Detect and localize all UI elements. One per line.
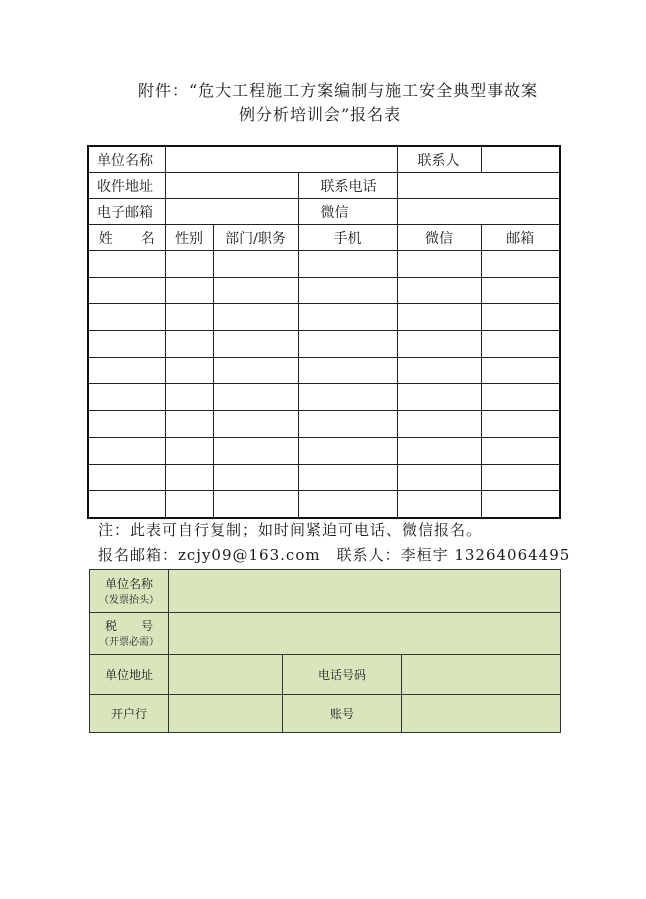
- unit-name-field[interactable]: [165, 146, 397, 173]
- mobile-cell[interactable]: [298, 437, 397, 464]
- invoice-unit-name-label: [90, 570, 169, 613]
- table-row: [88, 304, 560, 331]
- column-header-gender: 性别: [165, 225, 213, 251]
- tax-id-label: [90, 613, 169, 655]
- table-row: [88, 384, 560, 411]
- gender-cell[interactable]: [165, 304, 213, 331]
- column-header-mobile: 手机: [298, 225, 397, 251]
- gender-cell[interactable]: [165, 331, 213, 358]
- email-field[interactable]: [165, 199, 298, 225]
- contact-phone-field[interactable]: [397, 173, 560, 199]
- department-cell[interactable]: [213, 437, 298, 464]
- department-cell[interactable]: [213, 304, 298, 331]
- gender-cell[interactable]: [165, 464, 213, 491]
- invoice-unit-name-field[interactable]: [169, 570, 561, 613]
- invoice-table: [89, 569, 561, 733]
- column-header-wechat: 微信: [397, 225, 481, 251]
- mobile-cell[interactable]: [298, 357, 397, 384]
- wechat-label: 微信: [298, 199, 397, 225]
- note-copy-instructions: 注：此表可自行复制；如时间紧迫可电话、微信报名。: [98, 521, 483, 539]
- email-cell[interactable]: [481, 251, 560, 278]
- mailing-address-field[interactable]: [165, 173, 298, 199]
- phone-number-label: 电话号码: [283, 655, 402, 695]
- name-cell[interactable]: [88, 277, 165, 304]
- gender-cell[interactable]: [165, 411, 213, 438]
- table-row: [88, 491, 560, 518]
- name-cell[interactable]: [88, 251, 165, 278]
- contact-person-label: 联系人: [397, 146, 481, 173]
- email-cell[interactable]: [481, 304, 560, 331]
- gender-cell[interactable]: [165, 491, 213, 518]
- mobile-cell[interactable]: [298, 384, 397, 411]
- department-cell[interactable]: [213, 411, 298, 438]
- mobile-cell[interactable]: [298, 331, 397, 358]
- table-row: [88, 464, 560, 491]
- department-cell[interactable]: [213, 464, 298, 491]
- unit-address-label: 单位地址: [90, 655, 169, 695]
- wechat-cell[interactable]: [397, 464, 481, 491]
- contact-phone-label: 联系电话: [298, 173, 397, 199]
- department-cell[interactable]: [213, 357, 298, 384]
- mobile-cell[interactable]: [298, 464, 397, 491]
- contact-person-field[interactable]: [481, 146, 560, 173]
- email-label: 电子邮箱: [88, 199, 165, 225]
- email-cell[interactable]: [481, 331, 560, 358]
- email-cell[interactable]: [481, 277, 560, 304]
- tax-id-hint: （开票必需）: [99, 637, 159, 648]
- department-cell[interactable]: [213, 331, 298, 358]
- email-cell[interactable]: [481, 357, 560, 384]
- gender-cell[interactable]: [165, 357, 213, 384]
- department-cell[interactable]: [213, 277, 298, 304]
- registration-table: [87, 145, 561, 519]
- name-cell[interactable]: [88, 357, 165, 384]
- unit-name-label: 单位名称: [88, 146, 165, 173]
- mobile-cell[interactable]: [298, 277, 397, 304]
- mobile-cell[interactable]: [298, 251, 397, 278]
- column-header-email: 邮箱: [481, 225, 560, 251]
- name-cell[interactable]: [88, 491, 165, 518]
- table-row: [88, 331, 560, 358]
- name-cell[interactable]: [88, 464, 165, 491]
- department-cell[interactable]: [213, 384, 298, 411]
- document-title-line1: 附件：“危大工程施工方案编制与施工安全典型事故案: [138, 81, 539, 100]
- bank-label: 开户行: [90, 695, 169, 733]
- name-cell[interactable]: [88, 304, 165, 331]
- gender-cell[interactable]: [165, 384, 213, 411]
- email-cell[interactable]: [481, 384, 560, 411]
- column-header-name: 姓 名: [88, 225, 165, 251]
- mobile-cell[interactable]: [298, 491, 397, 518]
- name-cell[interactable]: [88, 437, 165, 464]
- wechat-cell[interactable]: [397, 384, 481, 411]
- table-row: [88, 411, 560, 438]
- table-row: [88, 357, 560, 384]
- invoice-title-hint: （发票抬头）: [99, 594, 159, 606]
- wechat-cell[interactable]: [397, 491, 481, 518]
- mailing-address-label: 收件地址: [88, 173, 165, 199]
- account-field[interactable]: [402, 695, 561, 733]
- column-header-department-title: 部门/职务: [213, 225, 298, 251]
- wechat-cell[interactable]: [397, 437, 481, 464]
- email-cell[interactable]: [481, 437, 560, 464]
- mobile-cell[interactable]: [298, 411, 397, 438]
- table-row: [88, 277, 560, 304]
- wechat-cell[interactable]: [397, 251, 481, 278]
- table-row: [88, 251, 560, 278]
- table-row: [88, 437, 560, 464]
- email-cell[interactable]: [481, 464, 560, 491]
- department-cell[interactable]: [213, 251, 298, 278]
- tax-id-text: 税 号: [104, 619, 153, 633]
- account-label: 账号: [283, 695, 402, 733]
- wechat-cell[interactable]: [397, 357, 481, 384]
- gender-cell[interactable]: [165, 437, 213, 464]
- wechat-cell[interactable]: [397, 277, 481, 304]
- name-cell[interactable]: [88, 384, 165, 411]
- wechat-cell[interactable]: [397, 304, 481, 331]
- department-cell[interactable]: [213, 491, 298, 518]
- invoice-unit-name-text: 单位名称: [104, 576, 153, 591]
- mobile-cell[interactable]: [298, 304, 397, 331]
- tax-id-field[interactable]: [169, 613, 561, 655]
- note-contact-info: 报名邮箱：zcjy09@163.com 联系人：李桓宇 13264064495: [98, 546, 571, 564]
- wechat-field[interactable]: [397, 199, 560, 225]
- gender-cell[interactable]: [165, 277, 213, 304]
- wechat-cell[interactable]: [397, 331, 481, 358]
- name-cell[interactable]: [88, 331, 165, 358]
- name-cell[interactable]: [88, 411, 165, 438]
- wechat-cell[interactable]: [397, 411, 481, 438]
- email-cell[interactable]: [481, 491, 560, 518]
- gender-cell[interactable]: [165, 251, 213, 278]
- document-title-line2: 例分析培训会”报名表: [239, 105, 402, 124]
- unit-address-field[interactable]: [169, 655, 283, 695]
- bank-field[interactable]: [169, 695, 283, 733]
- phone-number-field[interactable]: [402, 655, 561, 695]
- email-cell[interactable]: [481, 411, 560, 438]
